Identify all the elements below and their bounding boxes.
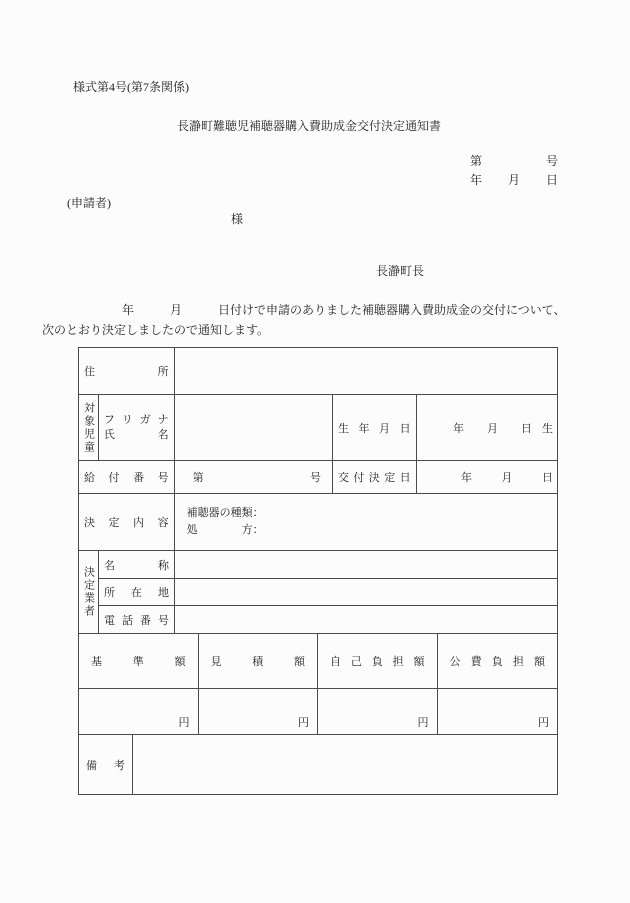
grant-number-label: 給 付 番 号 bbox=[84, 472, 169, 484]
yen-unit: 円 bbox=[178, 717, 190, 729]
birthdate-value-cell bbox=[417, 395, 557, 460]
decision-date-label: 交 付 決 定 日 bbox=[337, 472, 411, 484]
form-number: 様式第4号(第7条関係) bbox=[73, 80, 189, 94]
body-text-line1: 年 月 日付けで申請のありました補聴器購入費助成金の交付について、 bbox=[122, 303, 566, 317]
vendor-phone-row bbox=[99, 606, 557, 633]
vendor-address-row bbox=[99, 579, 557, 606]
standard-amount-header-cell bbox=[79, 634, 199, 688]
amount-value-row bbox=[79, 689, 557, 735]
address-label-cell bbox=[79, 348, 175, 394]
remarks-label: 備 考 bbox=[86, 759, 125, 772]
document-title: 長瀞町難聴児補聴器購入費助成金交付決定通知書 bbox=[177, 119, 442, 133]
decision-date-value: 年 月 日 bbox=[461, 472, 554, 484]
vendor-group-label: 決定業者 bbox=[82, 566, 95, 618]
estimate-amount-header: 見 積 額 bbox=[210, 656, 305, 668]
decision-content-label-cell bbox=[79, 494, 175, 550]
grant-number-prefix: 第 bbox=[192, 472, 204, 484]
remarks-value-cell bbox=[133, 735, 557, 794]
address-label: 住 所 bbox=[84, 366, 169, 378]
vendor-address-label: 所 在 地 bbox=[104, 587, 169, 599]
decision-form-table bbox=[78, 347, 558, 795]
issuer-name: 長瀞町長 bbox=[376, 264, 425, 278]
doc-date-line: 年 月 日 bbox=[470, 173, 558, 187]
vendor-phone-value-cell bbox=[175, 606, 557, 633]
estimate-amount-value-cell bbox=[199, 689, 319, 734]
child-name-value-cell bbox=[175, 395, 333, 460]
child-group-cell bbox=[79, 395, 99, 460]
child-group-label: 対象児童 bbox=[82, 401, 95, 454]
public-pay-amount-header-cell bbox=[438, 634, 558, 688]
vendor-name-label: 名 称 bbox=[104, 559, 169, 572]
self-pay-amount-header-cell bbox=[318, 634, 438, 688]
vendor-group bbox=[79, 551, 557, 634]
public-pay-amount-header: 公 費 負 担 額 bbox=[449, 656, 545, 668]
vendor-group-cell bbox=[79, 551, 99, 633]
vendor-address-value-cell bbox=[175, 579, 557, 605]
birthdate-label-cell bbox=[333, 395, 417, 460]
standard-amount-value-cell bbox=[79, 689, 199, 734]
vendor-phone-label: 電 話 番 号 bbox=[104, 614, 169, 627]
grant-number-suffix: 号 bbox=[309, 472, 321, 484]
birthdate-label: 生 年 月 日 bbox=[337, 422, 411, 435]
yen-unit: 円 bbox=[298, 717, 309, 729]
addressee-suffix: 様 bbox=[231, 212, 244, 226]
body-text-line2: 次のとおり決定しましたので通知します。 bbox=[42, 323, 270, 337]
hearing-aid-type-line: 補聴器の種類： bbox=[186, 507, 264, 519]
self-pay-amount-header: 自 己 負 担 額 bbox=[330, 656, 425, 668]
yen-unit: 円 bbox=[417, 717, 429, 729]
decision-date-value-cell bbox=[417, 461, 557, 493]
vendor-phone-label-cell bbox=[99, 606, 175, 633]
self-pay-amount-value-cell bbox=[318, 689, 438, 734]
standard-amount-header: 基 準 額 bbox=[91, 656, 186, 668]
applicant-label: (申請者) bbox=[67, 196, 111, 210]
vendor-name-value-cell bbox=[175, 551, 557, 578]
decision-date-label-cell bbox=[333, 461, 417, 493]
decision-content-label: 決 定 内 容 bbox=[84, 517, 169, 529]
child-row bbox=[79, 395, 557, 461]
public-pay-amount-value-cell bbox=[438, 689, 558, 734]
address-value-cell bbox=[175, 348, 557, 394]
decision-content-row bbox=[79, 494, 557, 551]
remarks-row bbox=[79, 735, 557, 794]
grant-number-value-cell bbox=[175, 461, 333, 493]
birthdate-value: 年 月 日生 bbox=[453, 422, 554, 435]
furigana-label: フ リ ガ ナ bbox=[103, 413, 169, 426]
estimate-amount-header-cell bbox=[199, 634, 319, 688]
child-name-label-cell bbox=[99, 395, 175, 460]
prescription-line: 処 方： bbox=[186, 524, 264, 536]
decision-content-value-cell bbox=[175, 494, 557, 550]
grant-number-label-cell bbox=[79, 461, 175, 493]
doc-number-line: 第 号 bbox=[470, 154, 558, 168]
grant-number-row bbox=[79, 461, 557, 494]
vendor-address-label-cell bbox=[99, 579, 175, 605]
address-row bbox=[79, 348, 557, 395]
remarks-label-cell bbox=[79, 735, 133, 794]
amount-header-row bbox=[79, 634, 557, 689]
yen-unit: 円 bbox=[538, 717, 549, 729]
doc-number-date-block bbox=[470, 152, 558, 190]
vendor-name-row bbox=[99, 551, 557, 579]
name-label: 氏 名 bbox=[103, 428, 169, 441]
vendor-name-label-cell bbox=[99, 551, 175, 578]
